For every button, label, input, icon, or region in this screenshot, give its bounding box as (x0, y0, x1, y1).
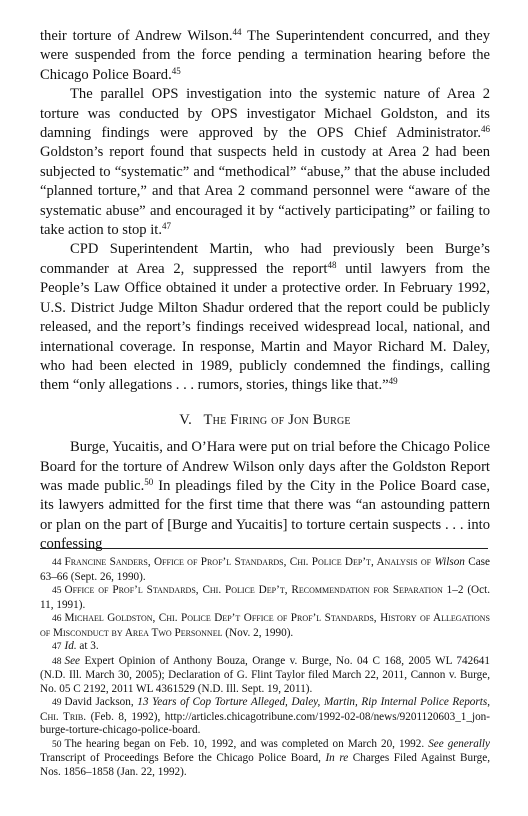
footnote: 46 Michael Goldston, Chi. Police Dep’t Office of Prof’l Standards, History of Allegations of Misconduct by Area Two Personnel (Nov. 2, 1990). (40, 612, 490, 639)
footnote-ref[interactable]: 50 (144, 476, 154, 487)
footnote: 50 The hearing began on Feb. 10, 1992, and was completed on March 20, 1992. See generally Transcript of Proceedings Before the Chicago Police Board, In re Charges Filed Against Burge, Nos. 1856–1858 (Jan. 22, 1992). (40, 737, 490, 778)
footnote-ref[interactable]: 46 (481, 124, 490, 135)
footnotes (40, 556, 490, 779)
footnote: 49 David Jackson, 13 Years of Cop Torture Alleged, Daley, Martin, Rip Internal Police Reports, Chi. Trib. (Feb. 8, 1992), http://articles.chicagotribune.com/1992-02-08/news/9201120603_1_jon-burge-torture-chicago-police-board. (40, 696, 490, 736)
footnote-ref[interactable]: 48 (327, 259, 337, 270)
paragraph: The parallel OPS investigation into the systemic nature of Area 2 torture was conducted by OPS investigator Michael Goldston, and its damning findings were approved by the OPS Chief Administrator.$^{46}$ Goldston’s report found that suspects held in custody at Area 2 had been subjected to “systematic” and “methodical” “abuse,” that the abuse included “planned torture,” and that Area 2 command personnel were “aware of the systematic abuse” and encouraged it by “actively participating” or failing to take action to stop it.$^{47}$ (40, 86, 490, 239)
paragraph: CPD Superintendent Martin, who had previously been Burge’s commander at Area 2, suppressed the report$^{48}$ until lawyers from the People’s Law Office obtained it under a protective order. In February 1992, U.S. District Judge Milton Shadur ordered that the report could be publicly released, and the report’s findings received widespread local, national, and international coverage. In response, Martin and Mayor Richard M. Daley, who had been elected in 1989, publicly condemned the findings, calling them “only allegations . . . rumors, stories, things like that.”$^{49}$ (40, 241, 490, 394)
footnote-ref[interactable]: 47 (162, 221, 171, 232)
footnote: 48 See Expert Opinion of Anthony Bouza, Orange v. Burge, No. 04 C 168, 2005 WL 742641 (N.D. Ill. March 30, 2005); Declaration of G. Flint Taylor filed March 22, 2011, Cannon v. Burge, No. 05 C 2192, 2011 WL 4361529 (N.D. Ill. Sept. 19, 2011). (40, 654, 490, 695)
footnote-ref[interactable]: 49 (388, 376, 398, 387)
paragraph: Burge, Yucaitis, and O’Hara were put on trial before the Chicago Police Board for the torture of Andrew Wilson only days after the Goldston Report was made public.$^{50}$ In pleadings filed by the City in the Police Board case, its lawyers admitted for the first time that there was “an astounding pattern or plan on the part of [Burge and Yucaitis] to torture certain suspects . . . into confessing (40, 439, 490, 553)
footnote: 45 Office of Prof’l Standards, Chi. Police Dep’t, Recommendation for Separation 1–2 (Oct. 11, 1991). (40, 584, 490, 611)
footnote-divider (40, 548, 488, 549)
footnote-ref[interactable]: 44 (232, 27, 242, 37)
footnote: 47 Id. at 3. (52, 640, 99, 652)
main-text (40, 27, 490, 555)
section-heading: V. The Firing of Jon Burge (179, 411, 351, 428)
article-url[interactable]: (Feb. 8, 1992), http://articles.chicagotribune.com/1992-02-08/news/9201120603_1_jon-burge-torture-chicago-police-board. (40, 710, 490, 736)
footnote: 44 Francine Sanders, Office of Prof’l Standards, Chi. Police Dep’t, Analysis of Wilson Case 63–66 (Sept. 26, 1990). (40, 556, 490, 583)
paragraph: their torture of Andrew Wilson.$^{44}$ The Superintendent concurred, and they were suspended from the force pending a termination hearing before the Chicago Police Board.$^{45}$ (40, 27, 490, 83)
footnote-ref[interactable]: 45 (171, 65, 181, 76)
